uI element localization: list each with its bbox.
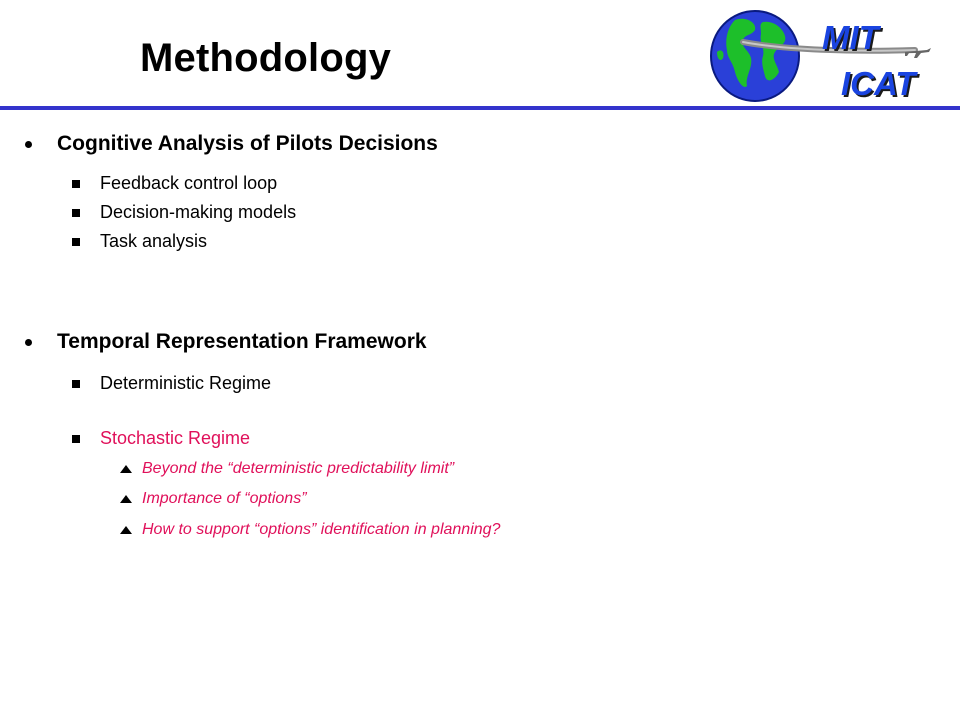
- list-item: [70, 231, 207, 252]
- square-bullet-icon: [72, 180, 80, 188]
- square-bullet-icon: [72, 209, 80, 217]
- list-item-text: Decision-making models: [100, 202, 297, 222]
- header-divider: [0, 106, 960, 110]
- mit-icat-logo: [705, 6, 945, 106]
- list-item-text: Stochastic Regime: [100, 428, 251, 448]
- slide-title: Methodology: [140, 36, 392, 80]
- list-item-text: Deterministic Regime: [100, 373, 272, 393]
- airplane-icon: [903, 40, 933, 60]
- list-item-text: Feedback control loop: [100, 173, 278, 193]
- list-item-highlighted: [70, 428, 250, 449]
- square-bullet-icon: [72, 238, 80, 246]
- list-item-text: Task analysis: [100, 231, 208, 251]
- sub-list-item-text: Importance of “options”: [142, 490, 307, 507]
- list-item: [70, 173, 277, 194]
- sub-list-item: [120, 490, 307, 508]
- square-bullet-icon: [72, 380, 80, 388]
- list-item: [70, 373, 271, 394]
- list-item: [70, 202, 296, 223]
- square-bullet-icon: [72, 435, 80, 443]
- section-heading-text: Cognitive Analysis of Pilots Decisions: [57, 132, 438, 155]
- triangle-bullet-icon: [120, 495, 132, 503]
- bullet-dot-icon: [25, 141, 32, 148]
- logo-text-mit: MIT: [822, 19, 879, 56]
- sub-list-item: [120, 460, 454, 478]
- section-heading-temporal: [22, 330, 427, 354]
- sub-list-item-text: Beyond the “deterministic predictability limit”: [142, 460, 455, 477]
- sub-list-item: [120, 521, 500, 539]
- sub-list-item-text: How to support “options” identification in planning?: [142, 521, 501, 538]
- triangle-bullet-icon: [120, 526, 132, 534]
- section-heading-text: Temporal Representation Framework: [57, 330, 427, 353]
- logo-text-icat: ICAT: [841, 65, 916, 102]
- triangle-bullet-icon: [120, 465, 132, 473]
- section-heading-cognitive: [22, 132, 438, 156]
- bullet-dot-icon: [25, 339, 32, 346]
